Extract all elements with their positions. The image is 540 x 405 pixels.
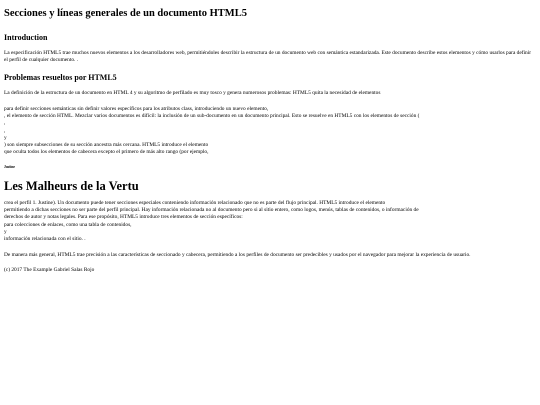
intro-paragraph: La especificación HTML5 trae muchos nuevos elementos a los desarrolladores web, permitiéndoles describir la estructura de un documento web con semántica estandarizada. Este documento describe estos elementos y cómo usarlos para definir el perfil de cualquier documento. .: [4, 50, 532, 64]
problems-lines: [4, 106, 536, 157]
text-line: permitiendo a dichas secciones no ser parte del perfil principal. Hay información relacionada no al documento pero si al sitio entero, como logos, menús, tablas de contenidos, o información de: [4, 207, 419, 214]
text-line: que oculta todos los elementos de cabecera excepto el primero de más alto rango (por ejemplo,: [4, 149, 209, 156]
final-paragraph: De manera más general, HTML5 trae precisión a las características de seccionado y cabecera, permitiendo a los perfiles de documento ser predecibles y usados por el navegador para mejorar la experiencia de usuario.: [4, 251, 471, 258]
copyright: (c) 2017 The Example Gabriel Salas Rojo: [4, 266, 95, 273]
text-line: ) son siempre subsecciones de su sección ancestra más cercana. HTML5 introduce el elemento: [4, 142, 209, 149]
page-title: Secciones y líneas generales de un documento HTML5: [4, 8, 247, 19]
text-line: ,: [4, 127, 6, 134]
section2-title: Les Malheurs de la Vertu: [4, 178, 139, 193]
text-line: información relacionada con el sitio. .: [4, 236, 86, 243]
section2-lines: [4, 200, 536, 244]
text-line: y: [4, 228, 7, 235]
problems-heading: Problemas resueltos por HTML5: [4, 72, 117, 82]
text-line: ,: [4, 120, 6, 127]
intro-heading: Introduction: [4, 32, 48, 42]
justine-label: Justine: [4, 164, 15, 169]
text-line: derechos de autor y notas legales. Para ese propósito, HTML5 introduce tres elementos de sección específicos:: [4, 214, 243, 221]
text-line: crea el perfil 1. Justine). Un documento puede tener secciones especiales conteniendo información relacionado que no es parte del flujo principal. HTML5 introduce el elemento: [4, 199, 386, 206]
text-line: para colecciones de enlaces, como una tabla de contenidos,: [4, 221, 132, 228]
text-line: , el elemento de sección HTML. Mezclar varios documentos es difícil: la inclusión de un sub-documento en un documento principal. Esto se resuelve en HTML5 con los elementos de sección (: [4, 112, 420, 119]
text-line: y: [4, 134, 7, 141]
problems-first-line: La definición de la estructura de un documento en HTML 4 y su algoritmo de perfilado es muy tosco y genera numerosos problemas: HTML5 quita la necesidad de elementos: [4, 90, 381, 97]
text-line: para definir secciones semánticas sin definir valores específicos para los atributos class, introduciendo un nuevo elemento,: [4, 105, 269, 112]
